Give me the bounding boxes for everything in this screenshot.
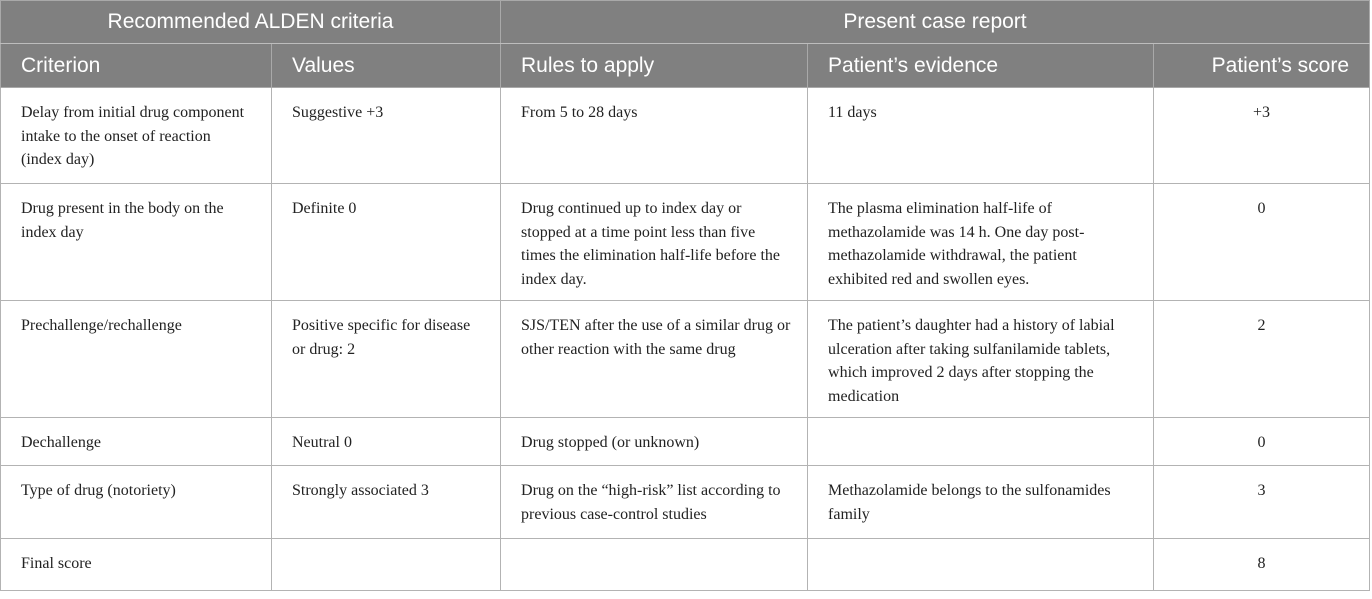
column-header-row	[1, 44, 1370, 88]
score-cell: 3	[1154, 466, 1370, 539]
score-cell: 0	[1154, 418, 1370, 466]
criterion-cell: Delay from initial drug component intake to the onset of reaction (index day)	[1, 88, 272, 184]
table-row	[1, 466, 1370, 539]
column-header-values: Values	[272, 44, 501, 88]
criterion-cell: Dechallenge	[1, 418, 272, 466]
evidence-cell: 11 days	[808, 88, 1154, 184]
values-cell: Positive specific for disease or drug: 2	[272, 301, 501, 418]
criterion-cell: Final score	[1, 539, 272, 591]
column-header-rules: Rules to apply	[501, 44, 808, 88]
table-row-final-score	[1, 539, 1370, 591]
group-header-row	[1, 1, 1370, 44]
values-cell: Neutral 0	[272, 418, 501, 466]
criterion-cell: Drug present in the body on the index day	[1, 184, 272, 301]
rules-cell: SJS/TEN after the use of a similar drug or other reaction with the same drug	[501, 301, 808, 418]
evidence-cell	[808, 418, 1154, 466]
column-header-evidence: Patient’s evidence	[808, 44, 1154, 88]
evidence-cell: The plasma elimination half-life of methazolamide was 14 h. One day post-methazolamide withdrawal, the patient exhibited red and swollen eyes.	[808, 184, 1154, 301]
evidence-cell: The patient’s daughter had a history of labial ulceration after taking sulfanilamide tablets, which improved 2 days after stopping the medication	[808, 301, 1154, 418]
values-cell	[272, 539, 501, 591]
score-cell: 2	[1154, 301, 1370, 418]
table-row	[1, 301, 1370, 418]
rules-cell: From 5 to 28 days	[501, 88, 808, 184]
score-cell: +3	[1154, 88, 1370, 184]
final-score-cell: 8	[1154, 539, 1370, 591]
score-cell: 0	[1154, 184, 1370, 301]
column-header-criterion: Criterion	[1, 44, 272, 88]
table-row	[1, 88, 1370, 184]
values-cell: Definite 0	[272, 184, 501, 301]
criterion-cell: Type of drug (notoriety)	[1, 466, 272, 539]
column-header-score: Patient’s score	[1154, 44, 1370, 88]
rules-cell: Drug on the “high-risk” list according to previous case-control studies	[501, 466, 808, 539]
rules-cell: Drug continued up to index day or stopped at a time point less than five times the elimination half-life before the index day.	[501, 184, 808, 301]
group-header-case-report: Present case report	[501, 1, 1370, 44]
values-cell: Suggestive +3	[272, 88, 501, 184]
group-header-alden: Recommended ALDEN criteria	[1, 1, 501, 44]
evidence-cell: Methazolamide belongs to the sulfonamides family	[808, 466, 1154, 539]
rules-cell	[501, 539, 808, 591]
table-row	[1, 418, 1370, 466]
values-cell: Strongly associated 3	[272, 466, 501, 539]
criterion-cell: Prechallenge/rechallenge	[1, 301, 272, 418]
table-row	[1, 184, 1370, 301]
evidence-cell	[808, 539, 1154, 591]
rules-cell: Drug stopped (or unknown)	[501, 418, 808, 466]
